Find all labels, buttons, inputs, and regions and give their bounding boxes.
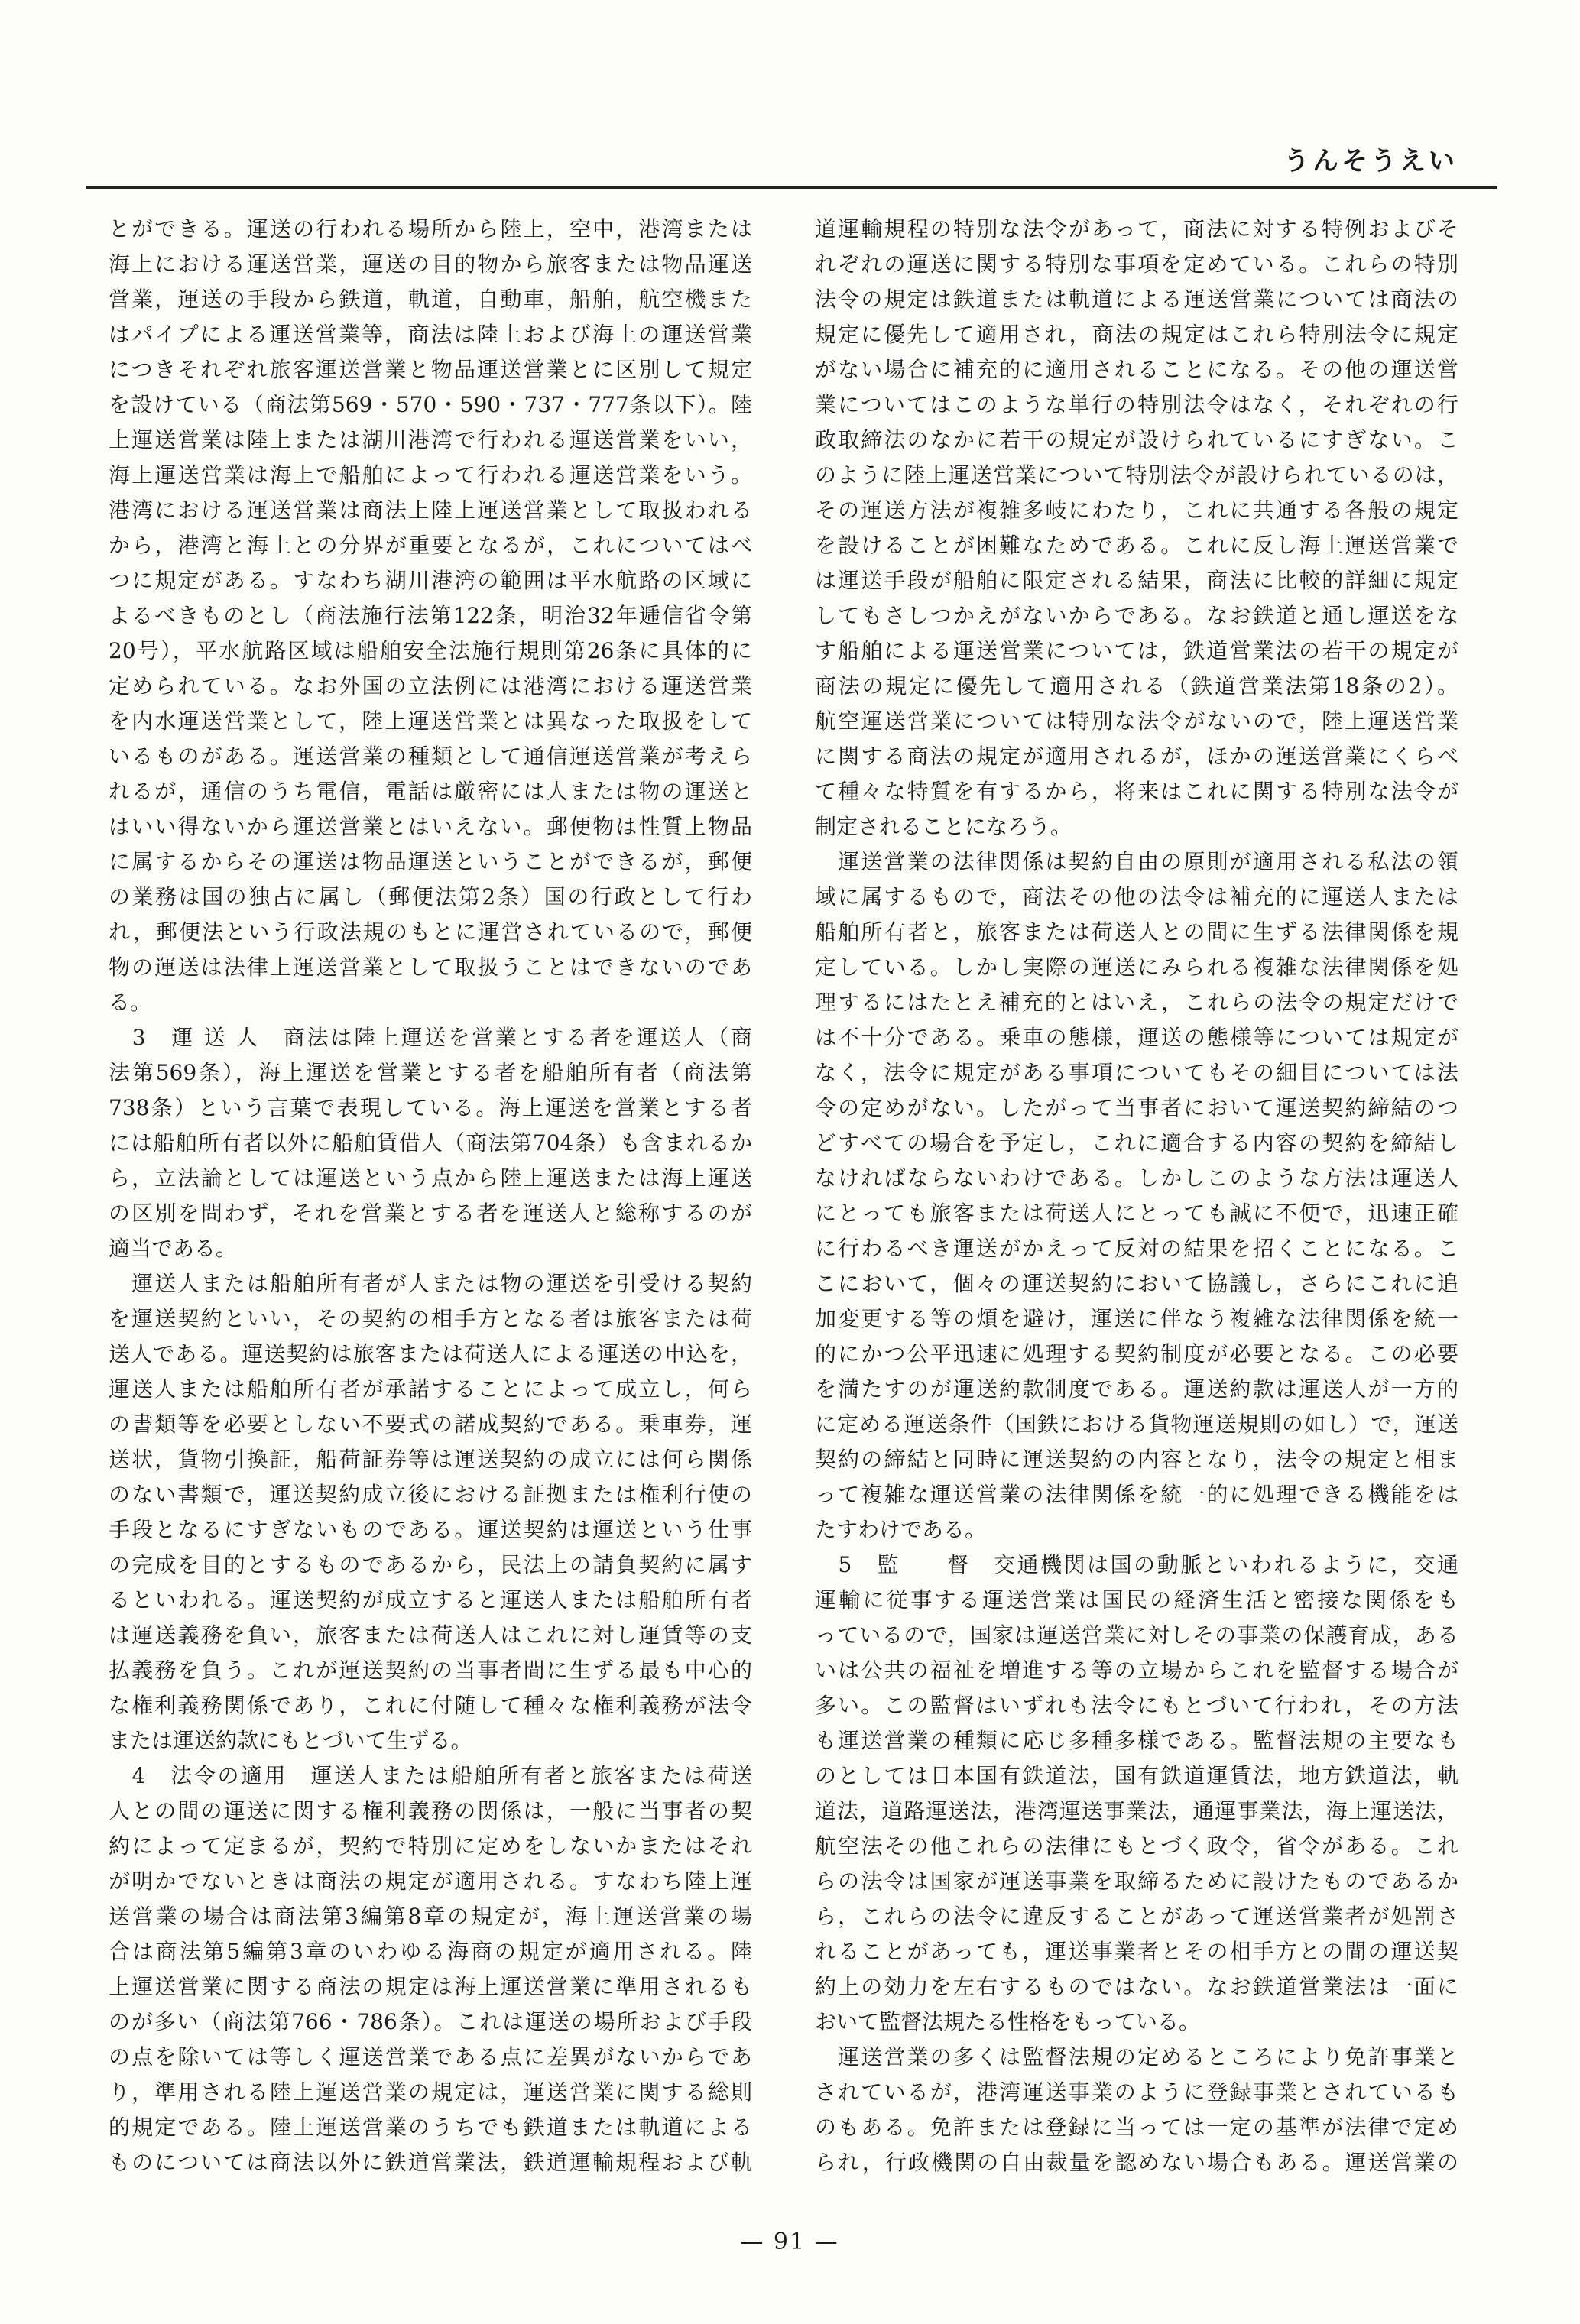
text-line: 送人である。運送契約は旅客または荷送人による運送の申込を， xyxy=(109,1341,752,1366)
text-line: 5 監 督 交通機関は国の動脈といわれるように，交通 xyxy=(815,1552,1458,1577)
text-line: す船舶による運送営業については，鉄道営業法の若干の規定が xyxy=(815,638,1458,663)
text-line: ら，これらの法令に違反することがあって運送営業者が処罰さ xyxy=(815,1904,1458,1929)
left-column xyxy=(109,212,752,2191)
text-line: の点を除いては等しく運送営業である点に差異がないからであ xyxy=(109,2044,752,2070)
text-line: には船舶所有者以外に船舶賃借人（商法第704条）も含まれるか xyxy=(109,1130,752,1156)
text-line: が明かでないときは商法の規定が適用される。すなわち陸上運 xyxy=(109,1869,752,1894)
running-head: うんそうえい xyxy=(1283,146,1458,177)
text-line: る。 xyxy=(109,990,152,1015)
text-line: よるべきものとし（商法施行法第122条，明治32年逓信省令第 xyxy=(109,603,752,628)
text-line: 営業，運送の手段から鉄道，軌道，自動車，船舶，航空機また xyxy=(109,287,752,312)
text-line: 定められている。なお外国の立法例には港湾における運送営業 xyxy=(109,673,752,698)
text-line: を設けることが困難なためである。これに反し海上運送営業で xyxy=(815,533,1458,558)
text-line: 加変更する等の煩を避け，運送に伴なう複雑な法律関係を統一 xyxy=(815,1306,1458,1331)
text-line: 定している。しかし実際の運送にみられる複雑な法律関係を処 xyxy=(815,955,1458,980)
text-line: られ，行政機関の自由裁量を認めない場合もある。運送営業の xyxy=(815,2150,1458,2175)
text-line: 海上運送営業は海上で船舶によって行われる運送営業をいう。 xyxy=(109,462,752,488)
text-line: は不十分である。乗車の態様，運送の態様等については規定が xyxy=(815,1025,1458,1050)
text-line: から，港湾と海上との分界が重要となるが，これについてはべ xyxy=(109,533,752,558)
text-line: れることがあっても，運送事業者とその相手方との間の運送契 xyxy=(815,1939,1458,1964)
text-line: 上運送営業は陸上または湖川港湾で行われる運送営業をいい， xyxy=(109,427,752,452)
text-line: て種々な特質を有するから，将来はこれに関する特別な法令が xyxy=(815,779,1458,804)
text-line: 法令の規定は鉄道または軌道による運送営業については商法の xyxy=(815,287,1458,312)
text-line: 政取締法のなかに若干の規定が設けられているにすぎない。こ xyxy=(815,427,1458,452)
text-line: その運送方法が複雑多岐にわたり，これに共通する各般の規定 xyxy=(815,498,1458,523)
text-line: れるが，通信のうち電信，電話は厳密には人または物の運送と xyxy=(109,779,752,804)
text-line: たすわけである。 xyxy=(815,1517,987,1542)
text-line: 道法，道路運送法，港湾運送事業法，通運事業法，海上運送法， xyxy=(815,1798,1458,1823)
text-line: なければならないわけである。しかしこのような方法は運送人 xyxy=(815,1165,1458,1191)
text-line: ら，立法論としては運送という点から陸上運送または海上運送 xyxy=(109,1165,752,1191)
text-line: がない場合に補充的に適用されることになる。その他の運送営 xyxy=(815,357,1458,382)
page-number: — 91 — xyxy=(740,2228,839,2255)
right-column xyxy=(815,212,1458,2191)
text-line: も運送営業の種類に応じ多種多様である。監督法規の主要なも xyxy=(815,1728,1458,1753)
text-line: 道運輸規程の特別な法令があって，商法に対する特例およびそ xyxy=(815,216,1458,241)
text-line: 運送人または船舶所有者が人または物の運送を引受ける契約 xyxy=(109,1271,752,1296)
text-line: 適当である。 xyxy=(109,1236,238,1261)
text-line: つに規定がある。すなわち湖川港湾の範囲は平水航路の区域に xyxy=(109,568,752,593)
header-rule xyxy=(86,186,1497,189)
text-line: 船舶所有者と，旅客または荷送人との間に生ずる法律関係を規 xyxy=(815,919,1458,945)
text-line: の業務は国の独占に属し（郵便法第2条）国の行政として行わ xyxy=(109,884,752,909)
text-line: 業についてはこのような単行の特別法令はなく，それぞれの行 xyxy=(815,392,1458,417)
text-line: 制定されることになろう。 xyxy=(815,814,1072,839)
text-line: 合は商法第5編第3章のいわゆる海商の規定が適用される。陸 xyxy=(109,1939,752,1964)
text-line: 物の運送は法律上運送営業として取扱うことはできないのであ xyxy=(109,955,752,980)
text-line: はいい得ないから運送営業とはいえない。郵便物は性質上物品 xyxy=(109,814,752,839)
text-line: 運送営業の多くは監督法規の定めるところにより免許事業と xyxy=(815,2044,1458,2070)
text-line: なく，法令に規定がある事項についてもその細目については法 xyxy=(815,1060,1458,1085)
text-line: 的規定である。陸上運送営業のうちでも鉄道または軌道による xyxy=(109,2115,752,2140)
text-line: 運輸に従事する運送営業は国民の経済生活と密接な関係をも xyxy=(815,1587,1458,1613)
text-line: に定める運送条件（国鉄における貨物運送規則の如し）で，運送 xyxy=(815,1412,1458,1437)
text-line: 上運送営業に関する商法の規定は海上運送営業に準用されるも xyxy=(109,1974,752,1999)
text-line: 3 運 送 人 商法は陸上運送を営業とする者を運送人（商 xyxy=(109,1025,752,1050)
text-line: 738条）という言葉で表現している。海上運送を営業とする者 xyxy=(109,1095,752,1120)
text-line: 的にかつ公平迅速に処理する契約制度が必要となる。この必要 xyxy=(815,1341,1458,1366)
text-line: 4 法令の適用 運送人または船舶所有者と旅客または荷送 xyxy=(109,1763,752,1788)
text-line: 20号），平水航路区域は船舶安全法施行規則第26条に具体的に xyxy=(109,638,752,663)
text-line: な権利義務関係であり，これに付随して種々な権利義務が法令 xyxy=(109,1693,752,1718)
text-line: 送状，貨物引換証，船荷証券等は運送契約の成立には何ら関係 xyxy=(109,1447,752,1472)
text-line: は運送手段が船舶に限定される結果，商法に比較的詳細に規定 xyxy=(815,568,1458,593)
text-line: 送営業の場合は商法第3編第8章の規定が，海上運送営業の場 xyxy=(109,1904,752,1929)
text-line: 航空運送営業については特別な法令がないので，陸上運送営業 xyxy=(815,708,1458,734)
text-line: 多い。この監督はいずれも法令にもとづいて行われ，その方法 xyxy=(815,1693,1458,1718)
text-line: のように陸上運送営業について特別法令が設けられているのは， xyxy=(815,462,1458,488)
text-line: は運送義務を負い，旅客または荷送人はこれに対し運賃等の支 xyxy=(109,1622,752,1648)
text-line: 手段となるにすぎないものである。運送契約は運送という仕事 xyxy=(109,1517,752,1542)
text-line: 払義務を負う。これが運送契約の当事者間に生ずる最も中心的 xyxy=(109,1658,752,1683)
text-line: るといわれる。運送契約が成立すると運送人または船舶所有者 xyxy=(109,1587,752,1613)
text-line: を内水運送営業として，陸上運送営業とは異なった取扱をして xyxy=(109,708,752,734)
text-line: 契約の締結と同時に運送契約の内容となり，法令の規定と相ま xyxy=(815,1447,1458,1472)
text-line: はパイプによる運送営業等，商法は陸上および海上の運送営業 xyxy=(109,322,752,347)
text-line: の区別を問わず，それを営業とする者を運送人と総称するのが xyxy=(109,1201,752,1226)
text-line: ものについては商法以外に鉄道営業法，鉄道運輸規程および軌 xyxy=(109,2150,752,2175)
text-line: り，準用される陸上運送営業の規定は，運送営業に関する総則 xyxy=(109,2079,752,2105)
text-line: 商法の規定に優先して適用される（鉄道営業法第18条の2）。 xyxy=(815,673,1458,698)
text-line: 人との間の運送に関する権利義務の関係は，一般に当事者の契 xyxy=(109,1798,752,1823)
text-line: されているが，港湾運送事業のように登録事業とされているも xyxy=(815,2079,1458,2105)
text-line: って複雑な運送営業の法律関係を統一的に処理できる機能をは xyxy=(815,1482,1458,1507)
text-line: おいて監督法規たる性格をもっている。 xyxy=(815,2009,1201,2034)
text-line: 航空法その他これらの法律にもとづく政令，省令がある。これ xyxy=(815,1833,1458,1859)
text-line: 規定に優先して適用され，商法の規定はこれら特別法令に規定 xyxy=(815,322,1458,347)
text-line: 約によって定まるが，契約で特別に定めをしないかまたはそれ xyxy=(109,1833,752,1859)
text-line: れぞれの運送に関する特別な事項を定めている。これらの特別 xyxy=(815,251,1458,277)
text-line: または運送約款にもとづいて生ずる。 xyxy=(109,1728,472,1753)
text-line: とができる。運送の行われる場所から陸上，空中，港湾または xyxy=(109,216,752,241)
text-line: 港湾における運送営業は商法上陸上運送営業として取扱われる xyxy=(109,498,752,523)
text-line: のない書類で，運送契約成立後における証拠または権利行使の xyxy=(109,1482,752,1507)
text-line: れ，郵便法という行政法規のもとに運営されているので，郵便 xyxy=(109,919,752,945)
text-line: に行わるべき運送がかえって反対の結果を招くことになる。こ xyxy=(815,1236,1458,1261)
text-line: に属するからその運送は物品運送ということができるが，郵便 xyxy=(109,849,752,874)
text-line: 域に属するもので，商法その他の法令は補充的に運送人または xyxy=(815,884,1458,909)
text-line: 運送人または船舶所有者が承諾することによって成立し，何ら xyxy=(109,1376,752,1402)
text-line: に関する商法の規定が適用されるが，ほかの運送営業にくらべ xyxy=(815,744,1458,769)
text-line: を満たすのが運送約款制度である。運送約款は運送人が一方的 xyxy=(815,1376,1458,1402)
text-line: いるものがある。運送営業の種類として通信運送営業が考えら xyxy=(109,744,752,769)
text-line: のもある。免許または登録に当っては一定の基準が法律で定め xyxy=(815,2115,1458,2140)
text-line: らの法令は国家が運送事業を取締るために設けたものであるか xyxy=(815,1869,1458,1894)
text-line: のが多い（商法第766・786条）。これは運送の場所および手段 xyxy=(109,2009,752,2034)
text-line: を運送契約といい，その契約の相手方となる者は旅客または荷 xyxy=(109,1306,752,1331)
text-line: いは公共の福祉を増進する等の立場からこれを監督する場合が xyxy=(815,1658,1458,1683)
text-line: のとしては日本国有鉄道法，国有鉄道運賃法，地方鉄道法，軌 xyxy=(815,1763,1458,1788)
text-line: 海上における運送営業，運送の目的物から旅客または物品運送 xyxy=(109,251,752,277)
text-line: の書類等を必要としない不要式の諾成契約である。乗車券，運 xyxy=(109,1412,752,1437)
text-line: 令の定めがない。したがって当事者において運送契約締結のつ xyxy=(815,1095,1458,1120)
text-line: してもさしつかえがないからである。なお鉄道と通し運送をな xyxy=(815,603,1458,628)
text-line: 理するにはたとえ補充的とはいえ，これらの法令の規定だけで xyxy=(815,990,1458,1015)
text-line: こにおいて，個々の運送契約において協議し，さらにこれに追 xyxy=(815,1271,1458,1296)
text-line: を設けている（商法第569・570・590・737・777条以下）。陸 xyxy=(109,392,752,417)
text-line: 運送営業の法律関係は契約自由の原則が適用される私法の領 xyxy=(815,849,1458,874)
text-line: の完成を目的とするものであるから，民法上の請負契約に属す xyxy=(109,1552,752,1577)
text-line: どすべての場合を予定し，これに適合する内容の契約を締結し xyxy=(815,1130,1458,1156)
text-line: っているので，国家は運送営業に対しその事業の保護育成，ある xyxy=(815,1622,1458,1648)
text-line: につきそれぞれ旅客運送営業と物品運送営業とに区別して規定 xyxy=(109,357,752,382)
text-line: 法第569条），海上運送を営業とする者を船舶所有者（商法第 xyxy=(109,1060,752,1085)
text-line: 約上の効力を左右するものではない。なお鉄道営業法は一面に xyxy=(815,1974,1458,1999)
text-line: にとっても旅客または荷送人にとっても誠に不便で，迅速正確 xyxy=(815,1201,1458,1226)
